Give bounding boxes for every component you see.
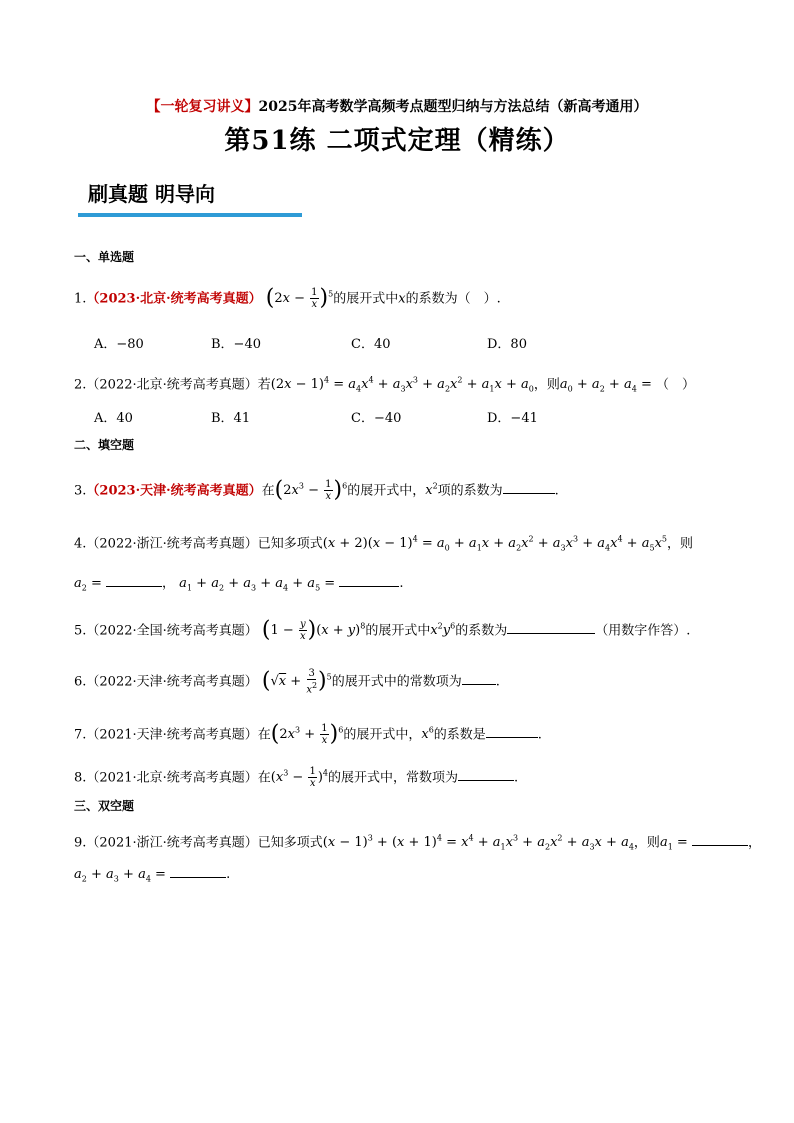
option-c[interactable]: C．40 [351, 337, 391, 352]
question-6: 6.（2022·天津·统考高考真题） (√x + $\frac{3}{x^2}$ )$^5$的展开式中的常数项为 . [74, 668, 500, 696]
question-number: 9. [74, 835, 87, 851]
question-source: （2021·浙江·统考高考真题） [86, 835, 258, 851]
question-number: 5. [74, 623, 87, 639]
formula: $(2x - 1)^4 = a_4x^4 + a_3x^3 + a_2x^2 + a_1x + a_0$ [270, 376, 534, 394]
question-source: （2022·浙江·统考高考真题） [86, 536, 258, 552]
answer-blank[interactable] [462, 670, 496, 685]
answer-blank[interactable] [339, 572, 399, 587]
option-b[interactable]: B．−40 [211, 337, 261, 352]
question-number: 6. [74, 674, 87, 690]
question-number: 3. [74, 483, 87, 499]
answer-blank[interactable] [507, 619, 595, 634]
formula: (√x + $\frac{3}{x^2}$ )$^5$ [261, 668, 332, 696]
question-9: 9.（2021·浙江·统考高考真题）已知多项式$(x - 1)^3 + (x + 1)^4 = x^4 + a_1x^3 + a_2x^2 + a_3x + a_4$，则$a_1$ = ， [74, 828, 761, 859]
question-9-line-2: $a_2 + a_3 + a_4$ = . [74, 863, 230, 891]
question-source: （2023·北京·统考高考真题） [86, 291, 262, 307]
answer-blank[interactable] [486, 723, 538, 738]
question-number: 1. [74, 291, 87, 307]
question-3: 3.（2023·天津·统考高考真题）在($2x^3$ − $\frac{1}{x}$ )$^6$的展开式中，$x^2$项的系数为 . [74, 477, 559, 503]
formula: (1 − $\frac{y}{x}$ )$(x + y)^8$ [261, 617, 366, 643]
question-source: （2023·天津·统考高考真题） [86, 483, 262, 499]
section-heading: 刷真题 明导向 [88, 182, 215, 206]
option-c[interactable]: C．−40 [351, 411, 402, 426]
formula: $a_1 + a_2 + a_3 + a_4 + a_5$ = [179, 576, 340, 593]
banner-main: 2025年高考数学高频考点题型归纳与方法总结（新高考通用） [258, 99, 648, 115]
part-heading-double-blank: 三、双空题 [74, 799, 135, 813]
question-1: 1.（2023·北京·统考高考真题） (2x − $\frac{1}{x}$ )$^5$的展开式中x的系数为（ ）. [74, 285, 501, 311]
option-b[interactable]: B．41 [211, 411, 251, 426]
answer-blank[interactable] [503, 479, 555, 494]
section-underline [78, 213, 302, 217]
formula: $a_1$ = [659, 835, 692, 852]
formula: $a_2$ = [74, 576, 107, 593]
question-number: 4. [74, 536, 87, 552]
answer-blank[interactable] [106, 572, 162, 587]
question-number: 8. [74, 770, 87, 786]
formula: $x^6$ [421, 726, 434, 743]
option-d[interactable]: D．80 [487, 337, 527, 352]
page-title: 第51练 二项式定理（精练） [224, 126, 570, 156]
formula: $x^2$ [425, 482, 438, 499]
question-source: （2022·天津·统考高考真题） [86, 674, 258, 690]
question-8: 8.（2021·北京·统考高考真题）在($x^3$ − $\frac{1}{x}$ )$^4$的展开式中，常数项为 . [74, 766, 519, 790]
formula: $(x + 2)(x - 1)^4 = a_0 + a_1x + a_2x^2 + a_3x^3 + a_4x^4 + a_5x^5$ [322, 535, 667, 553]
question-2: 2.（2022·北京·统考高考真题）若$(2x - 1)^4 = a_4x^4 + a_3x^3 + a_2x^2 + a_1x + a_0$，则$a_0 + a_2 + a_4$ = （ ） [74, 376, 695, 394]
question-5: 5.（2022·全国·统考高考真题） (1 − $\frac{y}{x}$ )$(x + y)^8$的展开式中$x^2y^6$的系数为 （用数字作答）. [74, 617, 691, 643]
formula: ($2x^3$ − $\frac{1}{x}$ )$^6$ [274, 477, 348, 503]
part-heading-fill-blank: 二、填空题 [74, 438, 135, 452]
question-source: （2022·北京·统考高考真题） [86, 377, 258, 393]
part-heading-single-choice: 一、单选题 [74, 250, 135, 264]
question-7: 7.（2021·天津·统考高考真题）在($2x^3$ + $\frac{1}{x}$ )$^6$的展开式中，$x^6$的系数是 . [74, 721, 542, 747]
question-source: （2021·北京·统考高考真题） [86, 770, 258, 786]
formula: (2x − $\frac{1}{x}$ )$^5$ [265, 285, 334, 311]
doc-banner [0, 96, 794, 116]
formula: $a_0 + a_2 + a_4$ = [559, 377, 656, 394]
formula: $x^2y^6$ [430, 622, 456, 639]
question-source: （2022·全国·统考高考真题） [86, 623, 258, 639]
question-4-line-2: $a_2$ = ， $a_1 + a_2 + a_3 + a_4 + a_5$ = . [74, 572, 403, 600]
formula: $a_2 + a_3 + a_4$ = [74, 867, 171, 884]
question-source: （2021·天津·统考高考真题） [86, 727, 258, 743]
option-a[interactable]: A．−80 [94, 337, 144, 352]
answer-blank[interactable] [458, 766, 514, 781]
answer-blank[interactable] [170, 863, 226, 878]
banner-bracket: 【一轮复习讲义】 [146, 99, 259, 115]
answer-blank[interactable] [692, 831, 748, 846]
option-a[interactable]: A．40 [94, 411, 133, 426]
question-number: 2. [74, 377, 87, 393]
question-4: 4.（2022·浙江·统考高考真题）已知多项式$(x + 2)(x - 1)^4 = a_0 + a_1x + a_2x^2 + a_3x^3 + a_4x^4 + a_5x^5$，则 [74, 535, 694, 553]
formula: ($2x^3$ + $\frac{1}{x}$ )$^6$ [270, 721, 344, 747]
formula: $(x - 1)^3 + (x + 1)^4 = x^4 + a_1x^3 + a_2x^2 + a_3x + a_4$ [322, 834, 634, 852]
question-number: 7. [74, 727, 87, 743]
option-d[interactable]: D．−41 [487, 411, 538, 426]
formula: ($x^3$ − $\frac{1}{x}$ )$^4$ [270, 766, 329, 790]
